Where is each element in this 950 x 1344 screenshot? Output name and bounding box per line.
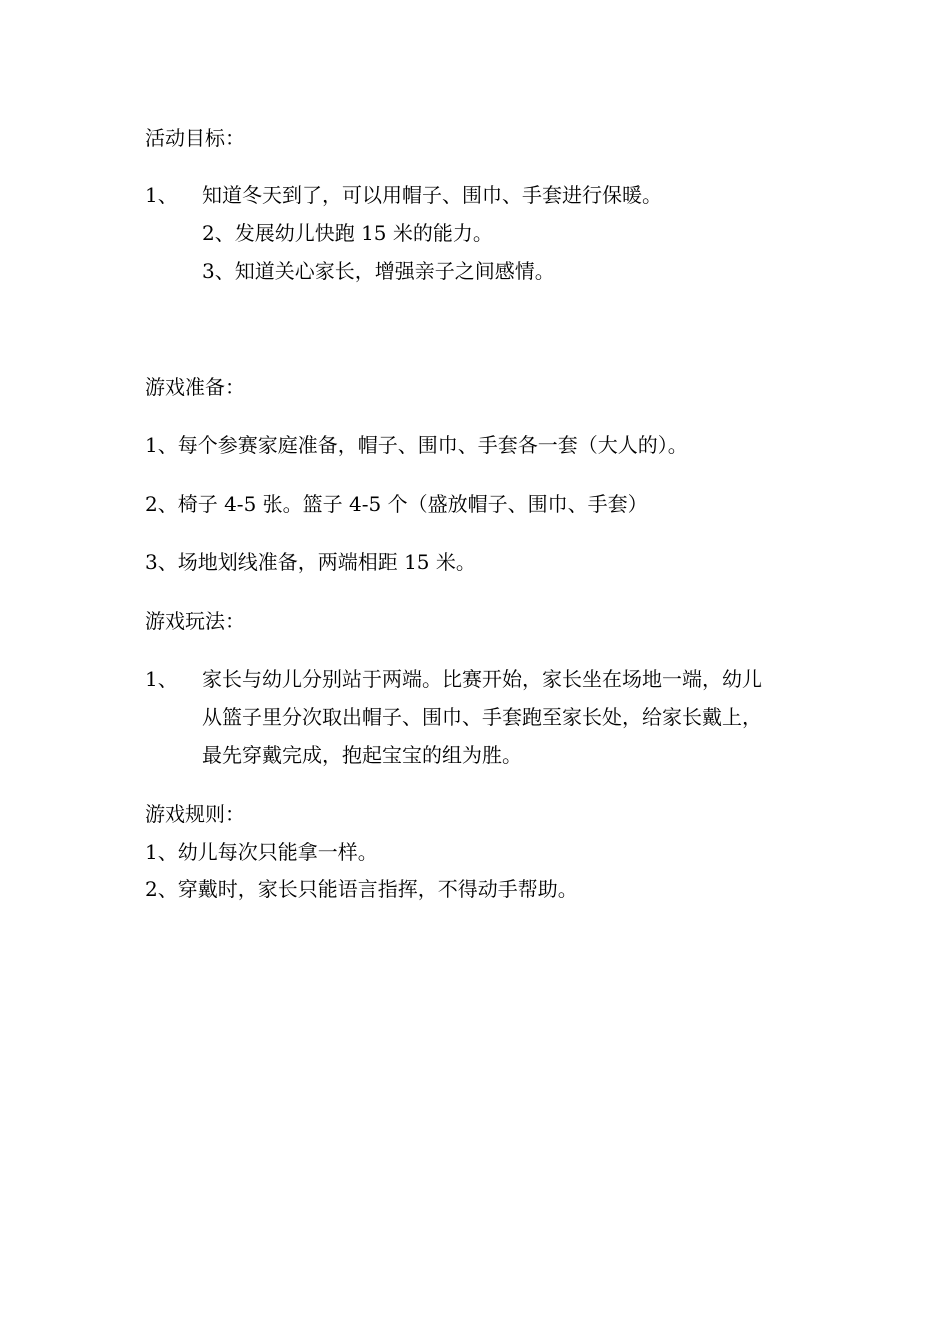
goals-item1-number: 1、 [145, 183, 178, 207]
gameplay-item1-line3: 最先穿戴完成，抱起宝宝的组为胜。 [202, 743, 522, 767]
goals-item2-text: 2、发展幼儿快跑 15 米的能力。 [202, 221, 493, 245]
gameplay-item1-line2: 从篮子里分次取出帽子、围巾、手套跑至家长处，给家长戴上， [202, 705, 762, 729]
rules-heading: 游戏规则： [145, 802, 245, 826]
preparation-item2: 2、椅子 4-5 张。篮子 4-5 个（盛放帽子、围巾、手套） [145, 492, 648, 516]
gameplay-item1-number: 1、 [145, 667, 178, 691]
preparation-heading: 游戏准备： [145, 375, 245, 399]
goals-item3-text: 3、知道关心家长，增强亲子之间感情。 [202, 259, 555, 283]
rules-item2: 2、穿戴时，家长只能语言指挥，不得动手帮助。 [145, 877, 578, 901]
gameplay-heading: 游戏玩法： [145, 609, 245, 633]
goals-item1-text: 知道冬天到了，可以用帽子、围巾、手套进行保暖。 [202, 183, 662, 207]
rules-item1: 1、幼儿每次只能拿一样。 [145, 840, 378, 864]
gameplay-item1-line1: 家长与幼儿分别站于两端。比赛开始，家长坐在场地一端，幼儿 [202, 667, 762, 691]
preparation-item3: 3、场地划线准备，两端相距 15 米。 [145, 550, 476, 574]
preparation-item1: 1、每个参赛家庭准备，帽子、围巾、手套各一套（大人的）。 [145, 433, 688, 457]
goals-heading: 活动目标： [145, 126, 245, 150]
